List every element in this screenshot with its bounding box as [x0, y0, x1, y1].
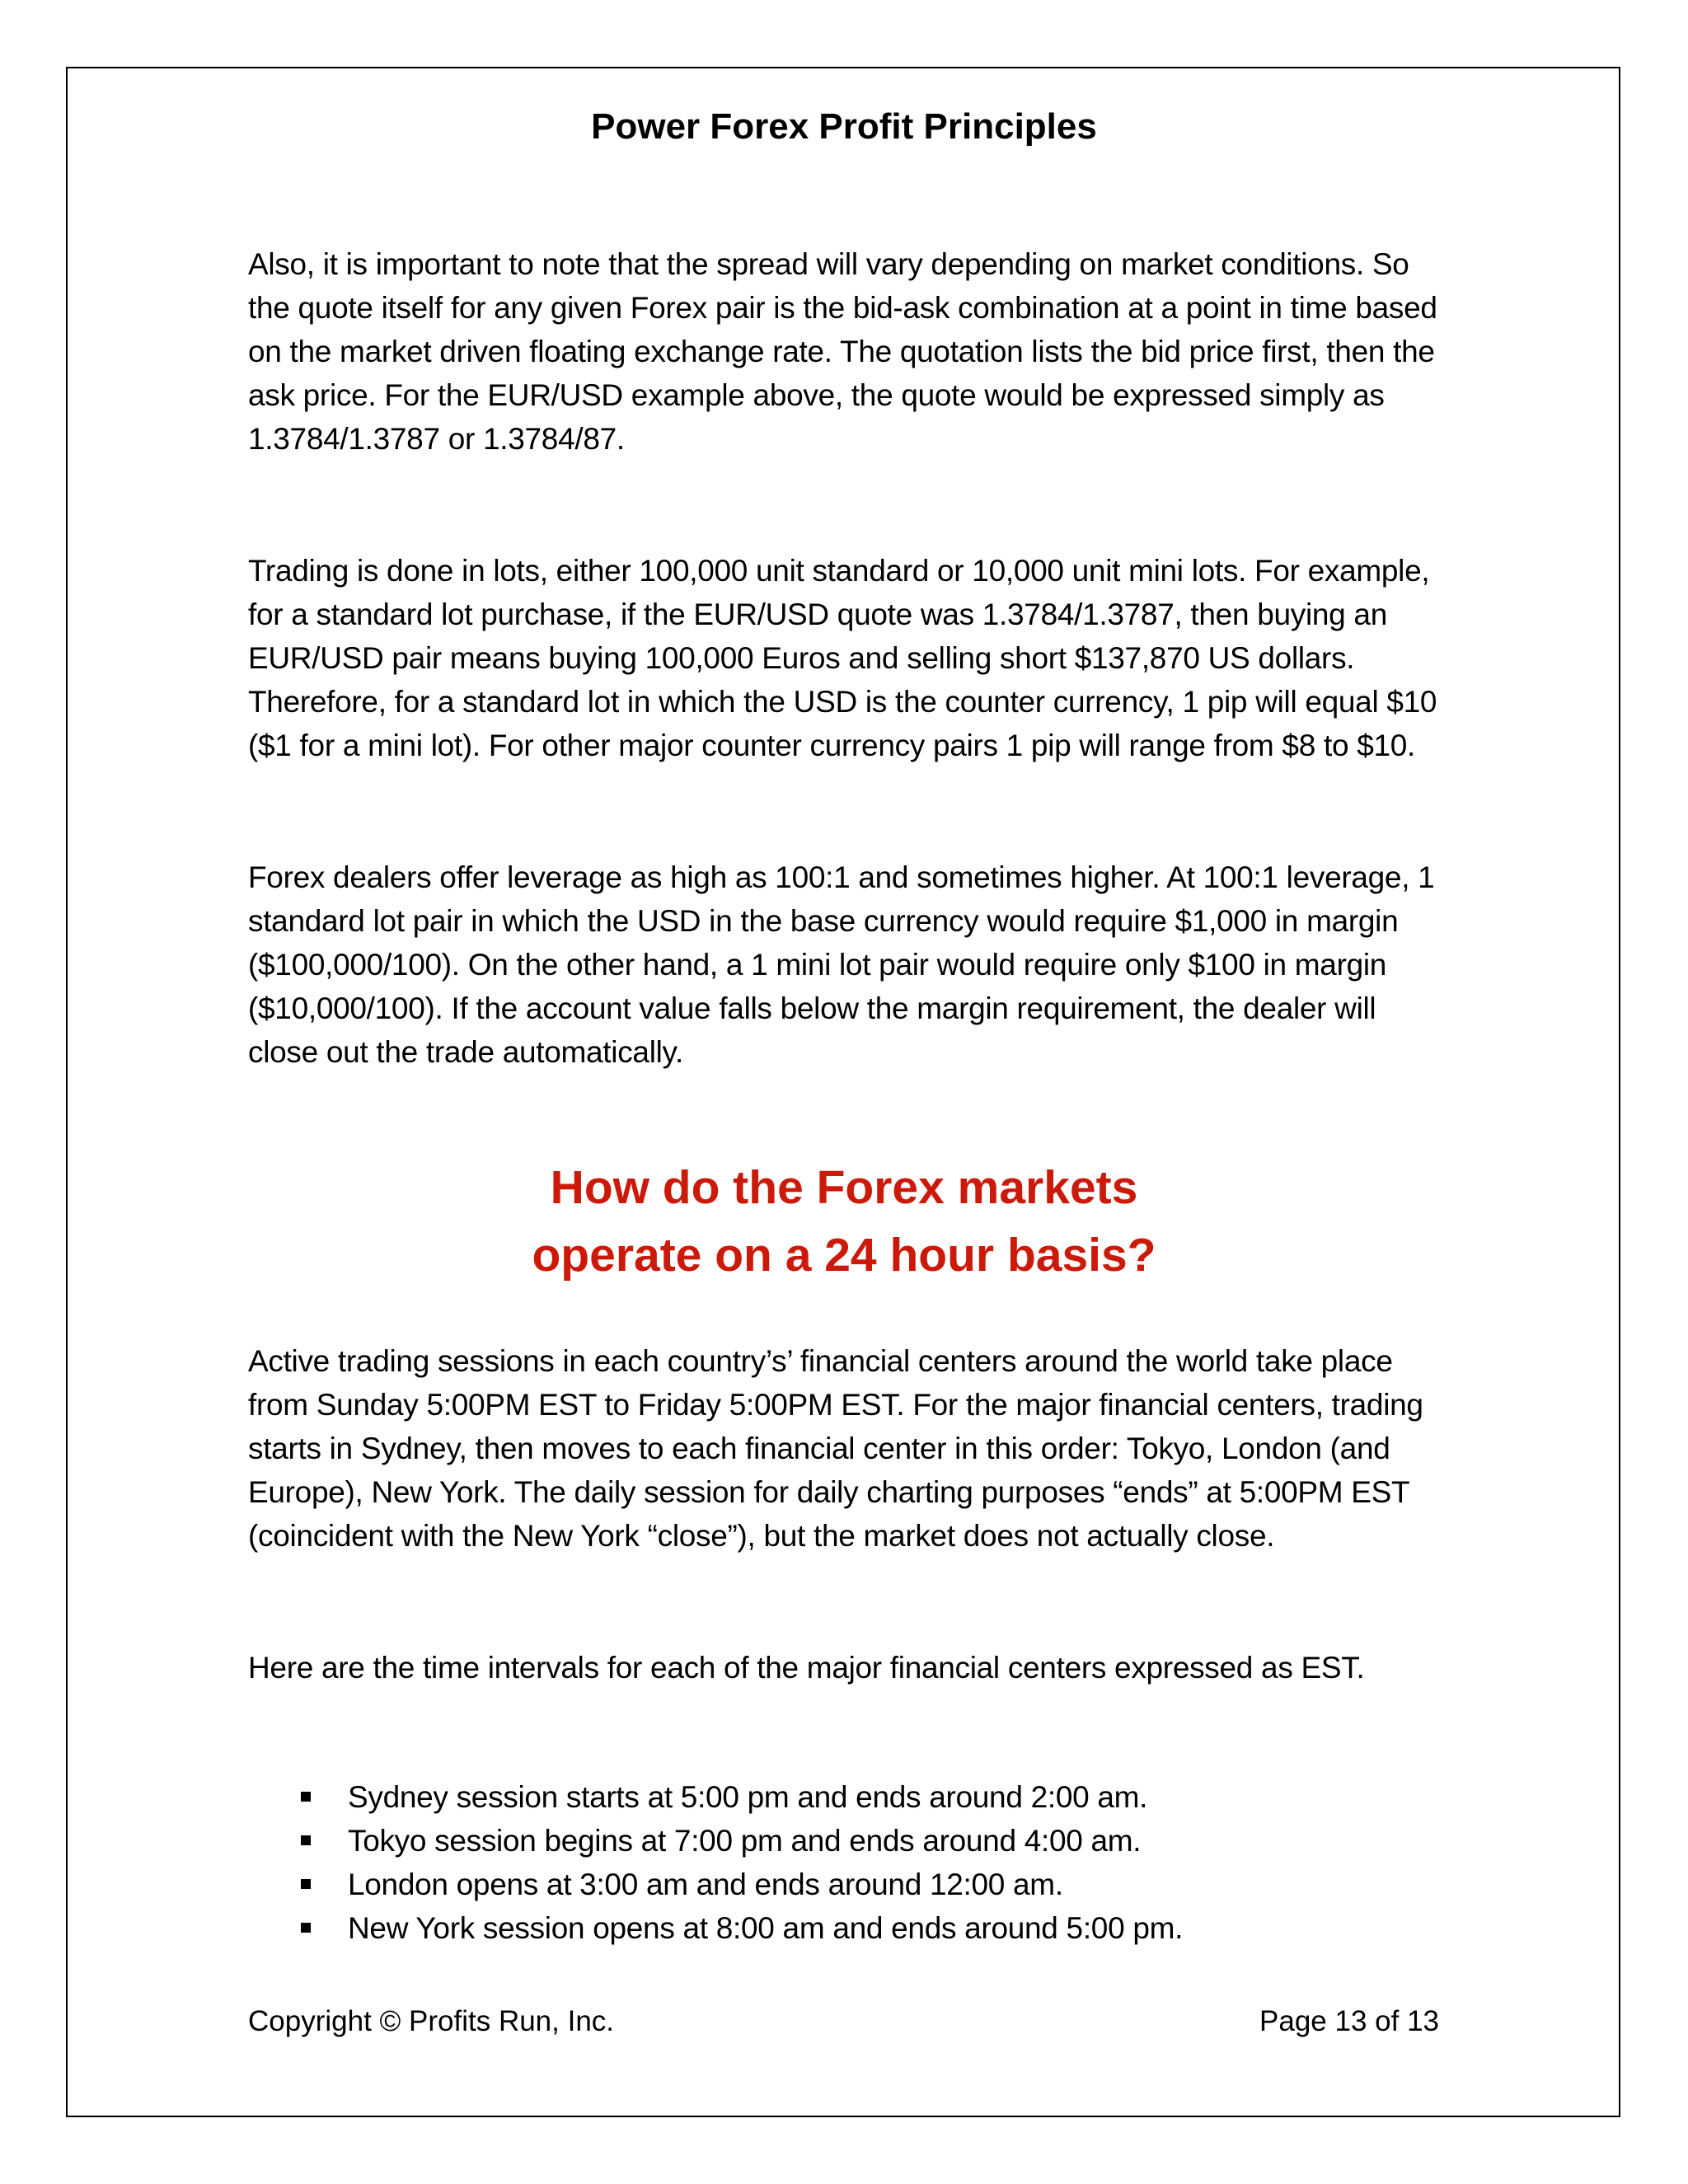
section-heading	[0, 1154, 1688, 1289]
square-bullet-icon	[301, 1792, 311, 1802]
document-title: Power Forex Profit Principles	[591, 106, 1097, 147]
paragraph-spread-quote: Also, it is important to note that the spread will vary depending on market conditions. So the quote itself for any given Forex pair is the bid-ask combination at a point in time based on the market driven floating exchange rate. The quotation lists the bid price first, then the ask price. For the EUR/USD example above, the quote would be expressed simply as 1.3784/1.3787 or 1.3784/87.	[248, 247, 1437, 456]
paragraph-leverage: Forex dealers offer leverage as high as 100:1 and sometimes higher. At 100:1 leverage, 1 standard lot pair in which the USD in the base currency would require $1,000 in margin ($100,000/100). On the other hand, a 1 mini lot pair would require only $100 in margin ($10,000/100). If the account value falls below the margin requirement, the dealer will close out the trade automatically.	[248, 860, 1435, 1069]
list-item-text: Tokyo session begins at 7:00 pm and ends around 4:00 am.	[348, 1824, 1142, 1858]
list-item	[297, 1775, 1451, 1819]
footer-copyright: Copyright © Profits Run, Inc.	[248, 2005, 615, 2037]
list-item-text: Sydney session starts at 5:00 pm and ends around 2:00 am.	[348, 1780, 1148, 1814]
list-item-text: London opens at 3:00 am and ends around 12:00 am.	[348, 1868, 1063, 1901]
paragraph-lots: Trading is done in lots, either 100,000 unit standard or 10,000 unit mini lots. For example, for a standard lot purchase, if the EUR/USD quote was 1.3784/1.3787, then buying an EUR/USD pair means buying 100,000 Euros and selling short $137,870 US dollars. Therefore, for a standard lot in which the USD is the counter currency, 1 pip will equal $10 ($1 for a mini lot). For other major counter currency pairs 1 pip will range from $8 to $10.	[248, 554, 1437, 762]
square-bullet-icon	[301, 1923, 311, 1933]
square-bullet-icon	[301, 1835, 311, 1845]
square-bullet-icon	[301, 1879, 311, 1889]
list-item	[297, 1819, 1451, 1863]
paragraph-trading-sessions: Active trading sessions in each country’s’ financial centers around the world take place from Sunday 5:00PM EST to Friday 5:00PM EST. For the major financial centers, trading starts in Sydney, then moves to each financial center in this order: Tokyo, London (and Europe), New York. The daily session for daily charting purposes “ends” at 5:00PM EST (coincident with the New York “close”), but the market does not actually close.	[248, 1344, 1423, 1553]
list-item	[297, 1863, 1451, 1906]
section-heading-line-1: How do the Forex markets	[550, 1161, 1138, 1214]
footer-page-number: Page 13 of 13	[1259, 2005, 1439, 2037]
section-heading-line-2: operate on a 24 hour basis?	[532, 1229, 1156, 1282]
list-item	[297, 1906, 1451, 1950]
list-item-text: New York session opens at 8:00 am and ends around 5:00 pm.	[348, 1911, 1184, 1945]
paragraph-time-intervals: Here are the time intervals for each of the major financial centers expressed as EST.	[248, 1651, 1365, 1685]
session-list	[297, 1775, 1451, 1950]
